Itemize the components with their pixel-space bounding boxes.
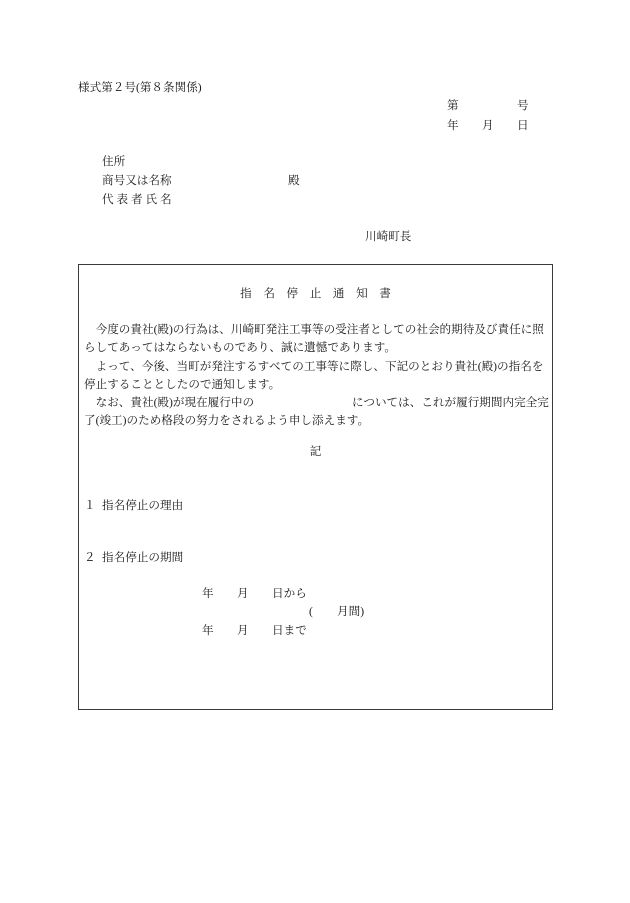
item-number: １ [84,499,96,512]
doc-number-prefix: 第 [447,99,459,112]
period-start-day: 日から [272,587,307,600]
period-start-year: 年 [202,587,214,600]
body-line: よって、今後、当町が発注するすべての工事等に際し、下記のとおり貴社(殿)の指名を [84,360,544,373]
record-label: 記 [309,445,322,458]
period-end-month: 月 [237,624,249,637]
issuer: 川崎町長 [365,230,412,243]
body-line: らしてあってはならないものであり、誠に遺憾であります。 [84,341,396,354]
notice-box [78,264,553,710]
body-line: 今度の貴社(殿)の行為は、川崎町発注工事等の受注者としての社会的期待及び責任に照 [84,323,544,336]
body-line-after-blank: については、これが履行期間内完全完 [352,396,549,409]
body-line: なお、貴社(殿)が現在履行中の [84,396,255,409]
item-label-reason: 指名停止の理由 [102,499,184,512]
period-duration-unit: 月間) [337,605,365,618]
item-label-period: 指名停止の期間 [102,551,184,564]
period-start-month: 月 [237,587,249,600]
form-number: 様式第２号(第８条関係) [78,81,202,94]
honorific: 殿 [288,174,300,187]
body-line: 了(竣工)のため格段の努力をされるよう申し添えます。 [84,414,370,427]
body-line: 停止することとしたので通知します。 [84,378,281,391]
date-year: 年 [447,119,459,132]
address-label: 住所 [102,155,126,168]
date-day: 日 [517,119,529,132]
date-month: 月 [482,119,494,132]
period-end-year: 年 [202,624,214,637]
company-label: 商号又は名称 [102,174,172,187]
doc-number-suffix: 号 [517,99,529,112]
period-end-day: 日まで [272,624,307,637]
representative-label: 代表者氏名 [102,193,175,206]
period-duration-open: ( [309,605,313,618]
item-number: ２ [84,551,96,564]
notice-title: 指 名 停 止 通 知 書 [240,287,391,300]
